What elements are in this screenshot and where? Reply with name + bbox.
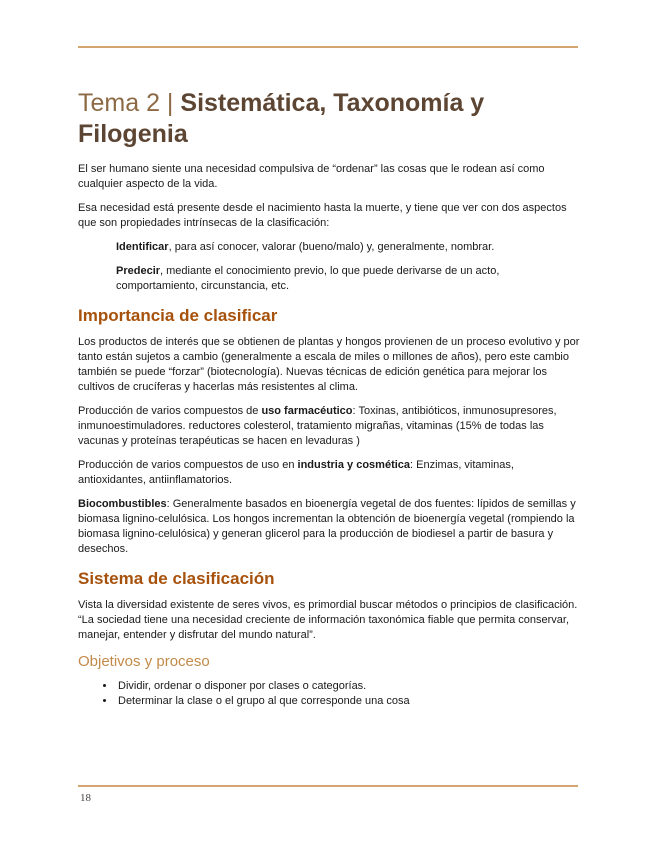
predecir-term: Predecir <box>116 265 161 277</box>
text-span: : Enzimas, vitaminas, antioxidantes, antiinflamatorios. <box>78 459 514 486</box>
section-heading-importancia: Importancia de clasificar <box>78 306 278 325</box>
bold-term: Biocombustibles <box>78 498 167 510</box>
predecir-text: , mediante el conocimiento previo, lo que puede derivarse de un acto, comportamiento, circunstancia, etc. <box>116 265 500 292</box>
text-span: Producción de varios compuestos de uso en <box>78 459 298 471</box>
subsection-heading-objetivos: Objetivos y proceso <box>78 653 210 670</box>
objetivos-list <box>78 679 580 709</box>
bottom-rule <box>78 785 578 787</box>
bold-term: uso farmacéutico <box>261 405 353 417</box>
intro-paragraph-1: El ser humano siente una necesidad compulsiva de “ordenar” las cosas que le rodean así como cualquier aspecto de la vida. <box>78 163 545 190</box>
title-text: Sistemática, Taxonomía y Filogenia <box>78 89 485 148</box>
identificar-text: , para así conocer, valorar (bueno/malo) y, generalmente, nombrar. <box>168 241 495 253</box>
page-content <box>78 88 580 709</box>
page-number: 18 <box>80 792 91 804</box>
predecir-paragraph <box>116 264 580 294</box>
importancia-paragraph-3 <box>78 458 580 488</box>
text-span: : Generalmente basados en bioenergía vegetal de dos fuentes: lípidos de semillas y biomasa lignino-celulósica. Los hongos incrementan la obtención de bioenergía vegetal (rompiendo la biomasa lignino-celulósica) y generan glicerol para la producción de biodiesel a partir de basura y desechos. <box>78 498 576 555</box>
identificar-paragraph <box>116 240 580 255</box>
importancia-paragraph-2 <box>78 404 580 449</box>
top-rule <box>78 46 578 48</box>
text-span: : Toxinas, antibióticos, inmunosupresores, inmunoestimuladores. reductores colesterol, tratamiento migrañas, vitaminas (15% de todas las vacunas y proteínas terapéuticas se hacen en levaduras ) <box>78 405 557 447</box>
section-heading-sistema: Sistema de clasificación <box>78 569 275 588</box>
tema-label: Tema 2 | <box>78 89 174 117</box>
list-item: • Dividir, ordenar o disponer por clases o categorías. <box>116 679 580 694</box>
text-span: Producción de varios compuestos de <box>78 405 262 417</box>
importancia-paragraph-1: Los productos de interés que se obtienen de plantas y hongos provienen de un proceso evolutivo y por tanto están sujetos a cambio (generalmente a escala de miles o millones de años), pero este cambio también se puede “forzar” (biotecnología). Nuevas técnicas de edición genética para mejorar los cultivos de crucíferas y hacerlas más resistentes al clima. <box>78 336 580 393</box>
sistema-paragraph-1: Vista la diversidad existente de seres vivos, es primordial buscar métodos o principios de clasificación. “La sociedad tiene una necesidad creciente de información taxonómica fiable que permita conservar, manejar, entender y disfrutar del mundo natural”. <box>78 599 578 641</box>
importancia-paragraph-4 <box>78 497 580 557</box>
bold-term: industria y cosmética <box>297 459 411 471</box>
intro-paragraph-2: Esa necesidad está presente desde el nacimiento hasta la muerte, y tiene que ver con dos aspectos que son propiedades intrínsecas de la clasificación: <box>78 202 567 229</box>
identificar-term: Identificar <box>116 241 169 253</box>
list-item: • Determinar la clase o el grupo al que corresponde una cosa <box>116 694 580 709</box>
page-title <box>78 88 580 150</box>
